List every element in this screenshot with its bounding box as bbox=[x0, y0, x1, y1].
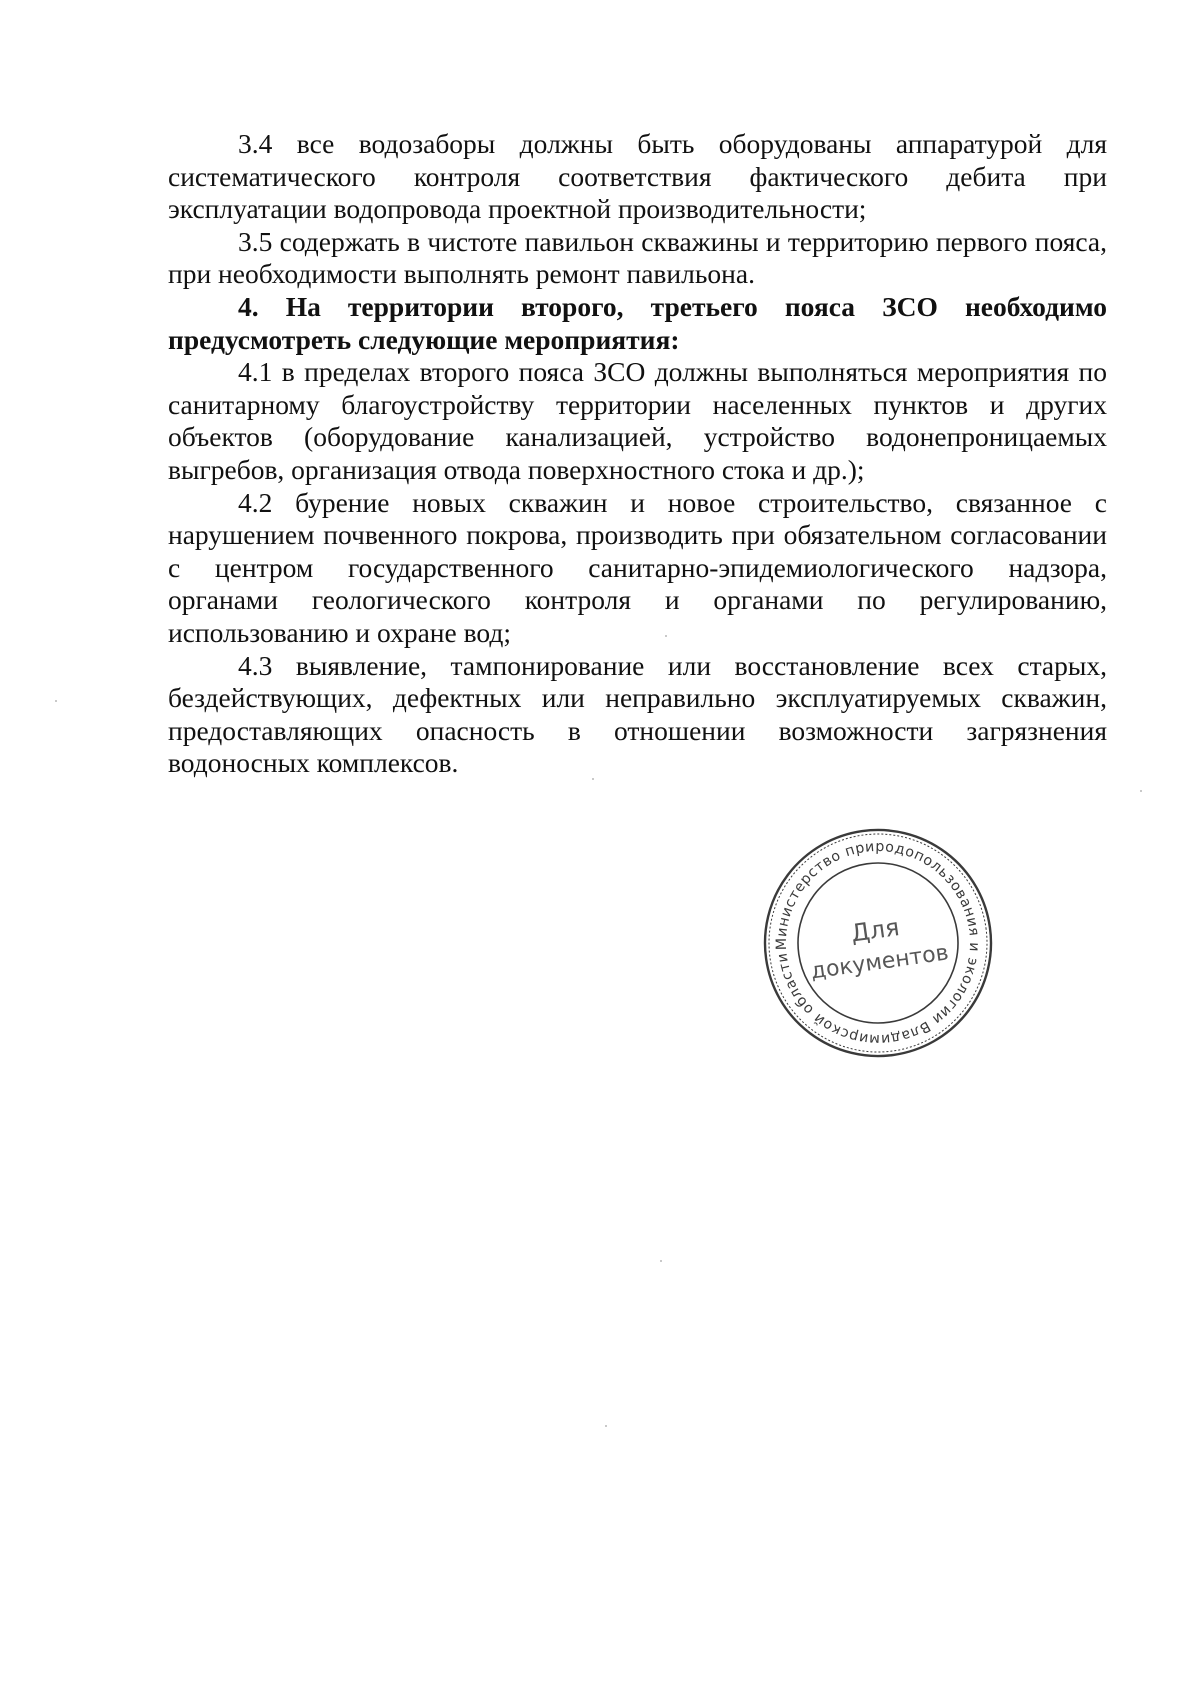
paragraph-3-5: 3.5 содержать в чистоте павильон скважины и территорию первого пояса, при необходимости выполнять ремонт павильона. bbox=[168, 225, 1107, 290]
scan-speck bbox=[665, 635, 667, 637]
scan-speck bbox=[1140, 790, 1142, 792]
scan-speck bbox=[592, 778, 594, 780]
scan-speck bbox=[660, 1260, 662, 1262]
paragraph-3-4: 3.4 все водозаборы должны быть оборудованы аппаратурой для систематического контроля соответствия фактического дебита при эксплуатации водопровода проектной производительности; bbox=[168, 128, 1107, 225]
scan-speck bbox=[55, 700, 57, 702]
stamp-ring-text: Министерство природопользования и экологии Владимирской области bbox=[773, 838, 983, 1048]
paragraph-4-3: 4.3 выявление, тампонирование или восстановление всех старых, бездействующих, дефектных или неправильно эксплуатируемых скважин, предоставляющих опасность в отношении возможности загрязнения водоносных комплексов. bbox=[168, 649, 1107, 779]
section-4-heading: 4. На территории второго, третьего пояса ЗСО необходимо предусмотреть следующие мероприятия: bbox=[168, 290, 1107, 355]
scan-speck bbox=[605, 1425, 607, 1427]
stamp-center-line-1: Для bbox=[849, 913, 902, 948]
paragraph-4-1: 4.1 в пределах второго пояса ЗСО должны выполняться мероприятия по санитарному благоустройству территории населенных пунктов и других объектов (оборудование канализацией, устройство водонепроницаемых выгребов, организация отвода поверхностного стока и др.); bbox=[168, 356, 1107, 485]
seal-stamp bbox=[760, 825, 996, 1061]
stamp-center-line-2: документов bbox=[809, 940, 951, 985]
paragraph-4-2: 4.2 бурение новых скважин и новое строительство, связанное с нарушением почвенного покрова, производить при обязательном согласовании с центром государственного санитарно-эпидемиологического надзора, органами геологического контроля и органами по регулированию, использованию и охране вод; bbox=[168, 486, 1107, 648]
document-body bbox=[168, 128, 1107, 780]
